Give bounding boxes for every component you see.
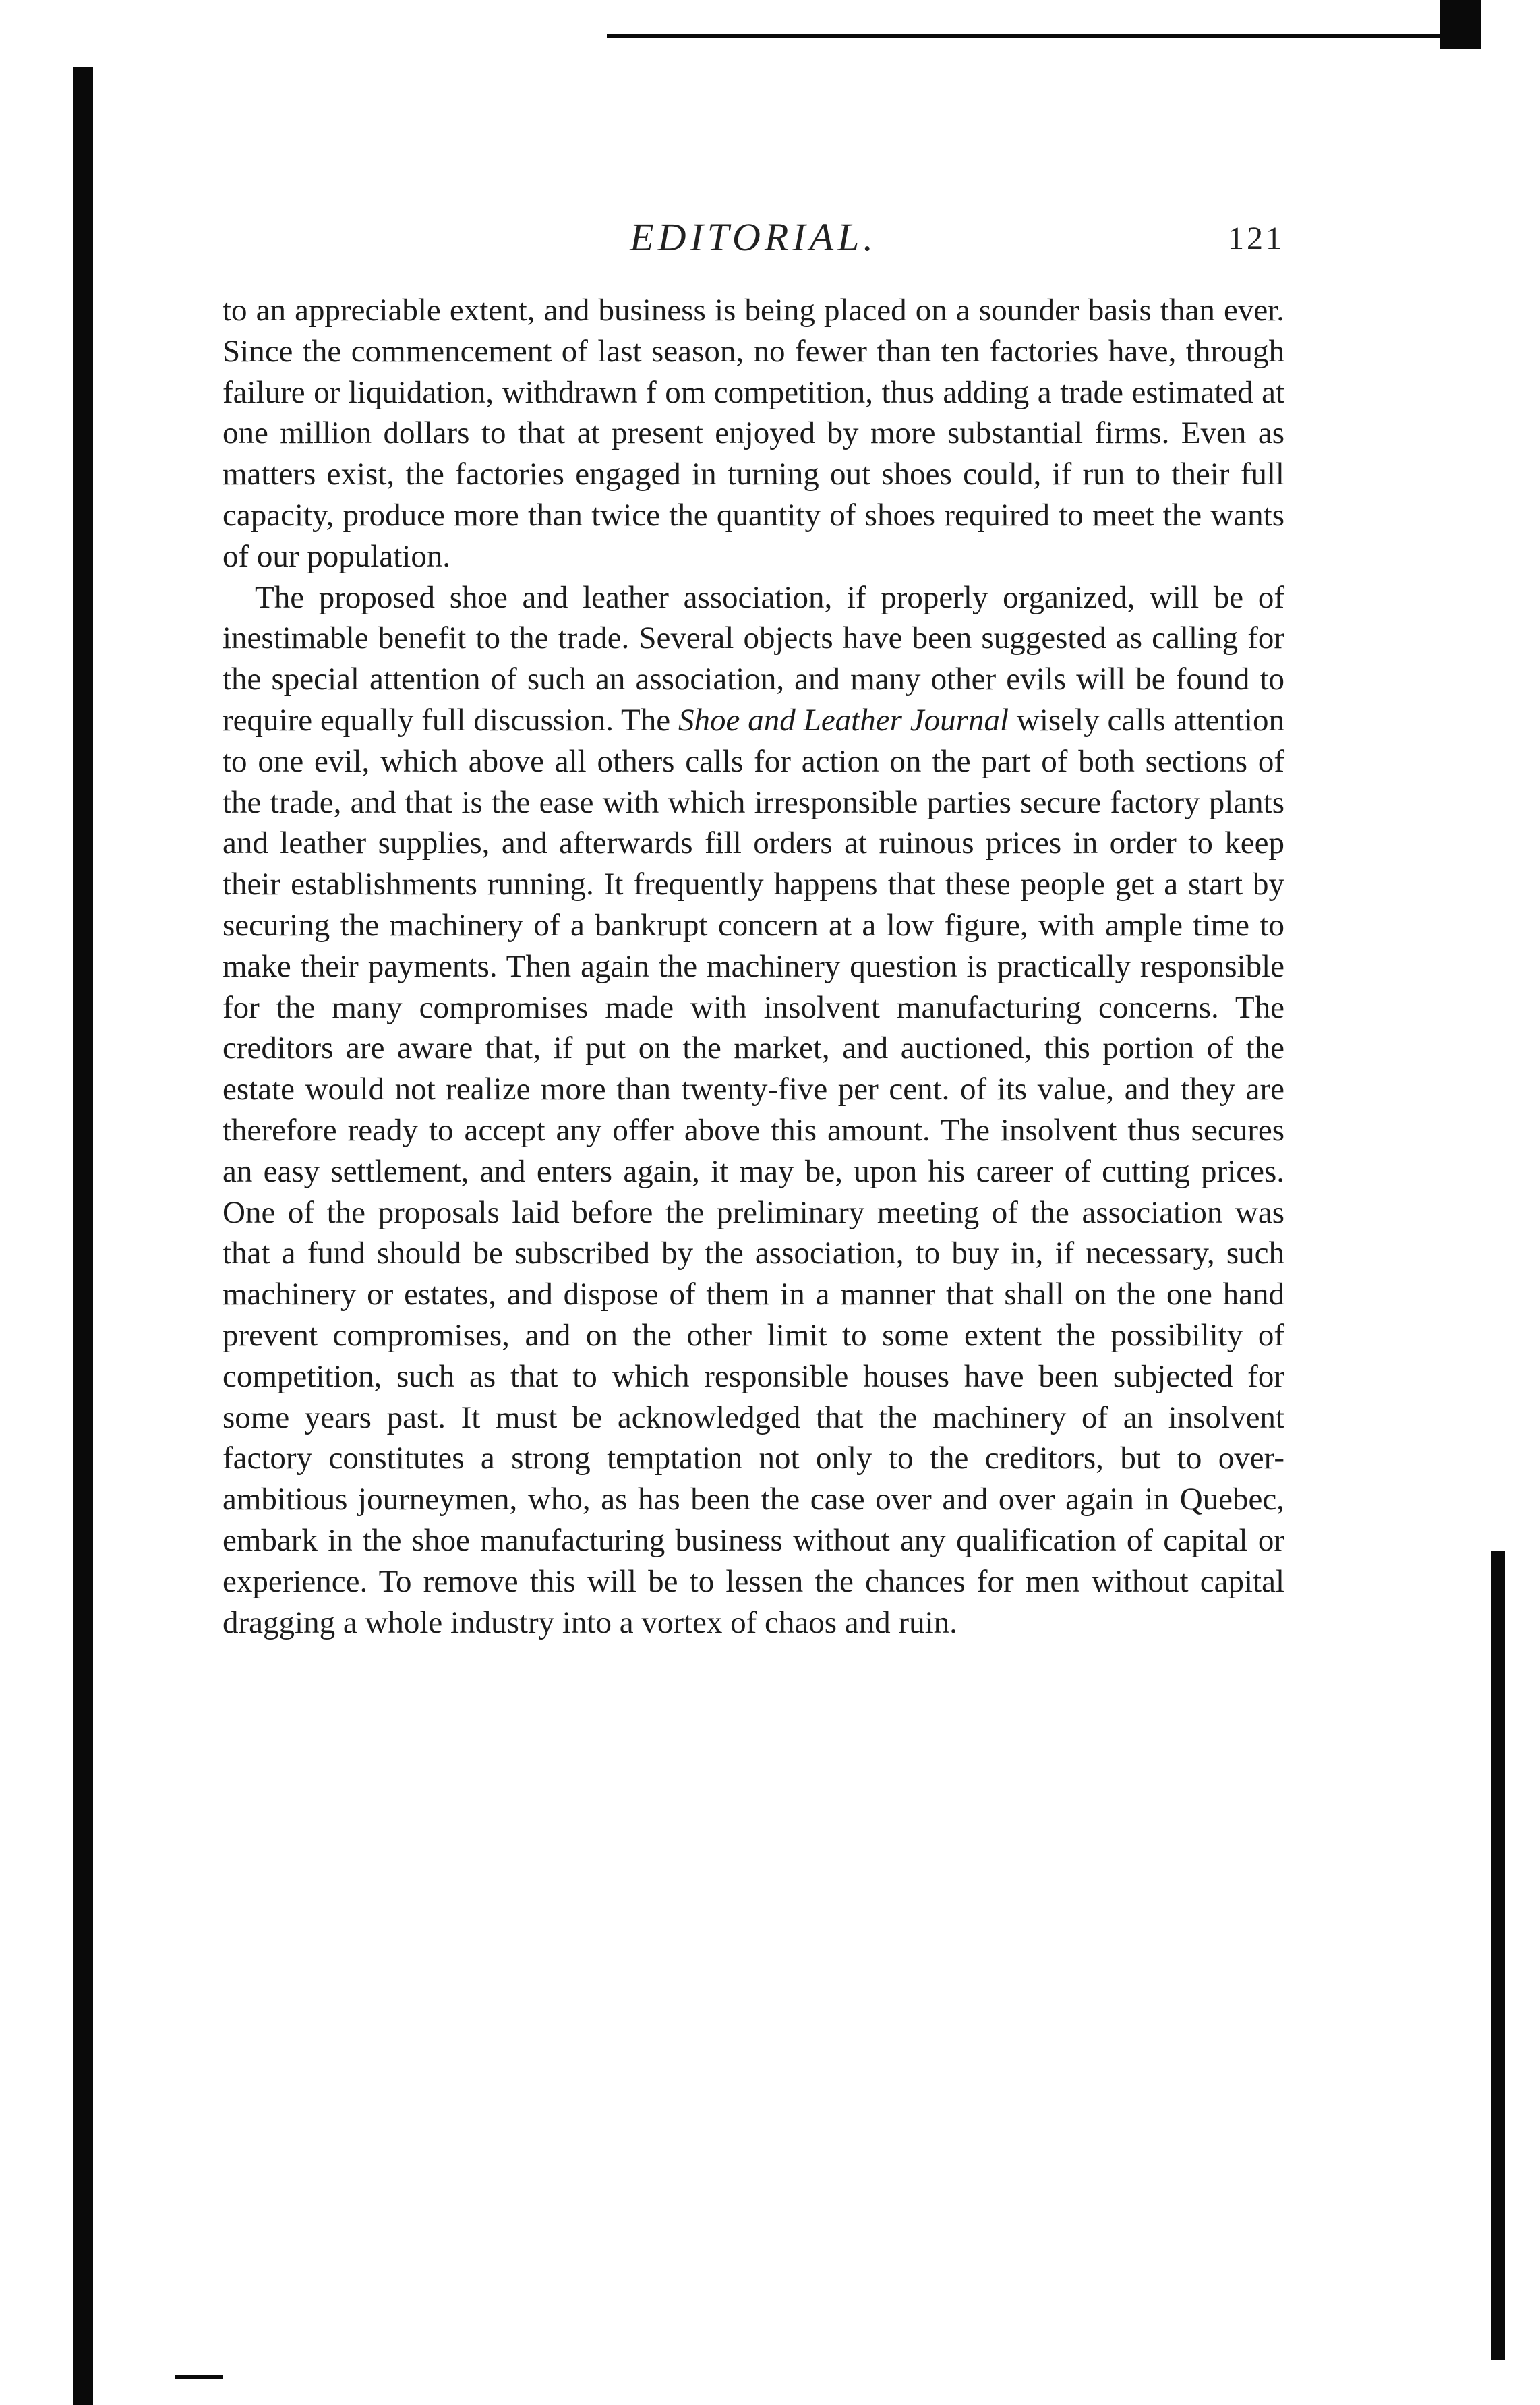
scan-shadow-right	[1491, 1551, 1505, 2360]
paragraph-1: to an appreciable extent, and business is being placed on a sounder basis than ever. Since the commencement of last season, no fewer than ten factories have, through failure or liquidation, withdrawn f om competition, thus adding a trade estimated at one million dollars to that at present enjoyed by more substantial firms. Even as matters exist, the factories engaged in turning out shoes could, if run to their full capacity, produce more than twice the quantity of shoes required to meet the wants of our population.	[223, 293, 1284, 574]
paragraph-2	[223, 577, 1284, 1644]
scan-shadow-top	[607, 34, 1456, 38]
scan-shadow-left	[73, 67, 93, 2405]
page-number: 121	[1228, 221, 1284, 256]
running-head: EDITORIAL.	[630, 215, 877, 259]
paragraph-2-before-title: The proposed shoe and leather association, if properly organized, will be of inestimable benefit to the trade. Several objects have been suggested as calling for the special attention of such an association, and many other evils will be found to require equally full discussion. The	[223, 579, 1284, 738]
scan-shadow-top-right	[1440, 0, 1481, 49]
article-body	[223, 290, 1284, 1643]
scan-shadow-left-foot	[175, 2375, 223, 2379]
page-header	[223, 214, 1284, 268]
paragraph-2-after-title: wisely calls attention to one evil, which above all others calls for action on the part of both sections of the trade, and that is the ease with which irresponsible parties secure factory plants and leather supplies, and afterwards fill orders at ruinous prices in order to keep their establishments running. It frequently happens that these people get a start by securing the machinery of a bankrupt concern at a low figure, with ample time to make their payments. Then again the machinery question is practically responsible for the many compromises made with insolvent manufacturing concerns. The creditors are aware that, if put on the market, and auctioned, this portion of the estate would not realize more than twenty-five per cent. of its value, and they are therefore ready to accept any offer above this amount. The insolvent thus secures an easy settlement, and enters again, it may be, upon his career of cutting prices. One of the proposals laid before the preliminary meeting of the association was that a fund should be subscribed by the association, to buy in, if necessary, such machinery or estates, and dispose of them in a manner that shall on the one hand prevent compromises, and on the other limit to some extent the possibility of competition, such as that to which responsible houses have been subjected for some years past. It must be acknowledged that the machinery of an insolvent factory constitutes a strong temptation not only to the creditors, but to over-ambitious journeymen, who, as has been the case over and over again in Quebec, embark in the shoe manufacturing business without any qualification of capital or experience. To remove this will be to lessen the chances for men without capital dragging a whole industry into a vortex of chaos and ruin.	[223, 702, 1284, 1640]
journal-title: Shoe and Leather Journal	[678, 702, 1009, 738]
